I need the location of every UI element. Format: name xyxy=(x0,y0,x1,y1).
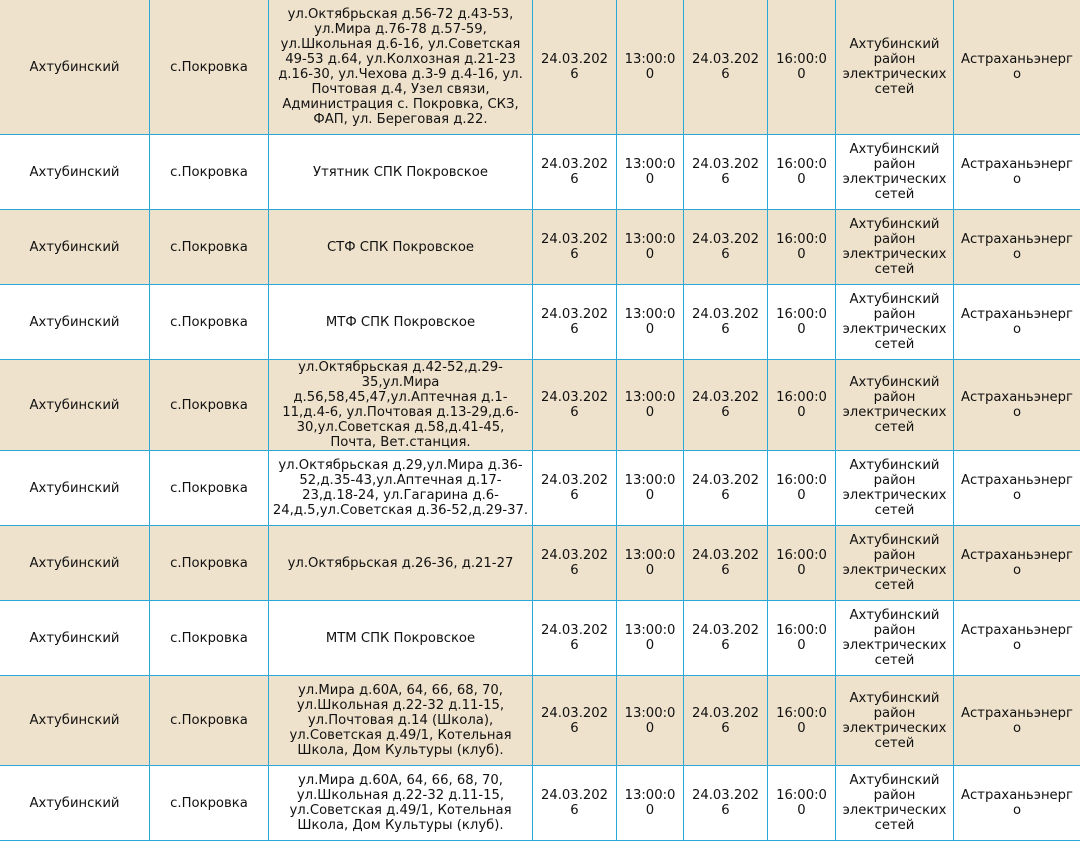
start-date-cell: 24.03.2026 xyxy=(533,601,617,676)
start-time-cell: 13:00:00 xyxy=(617,601,684,676)
end-date-cell: 24.03.2026 xyxy=(684,360,768,451)
end-date-cell: 24.03.2026 xyxy=(684,285,768,360)
district-cell: Ахтубинский xyxy=(0,451,150,526)
network-cell: Ахтубинский район электрических сетей xyxy=(836,526,954,601)
end-date-cell: 24.03.2026 xyxy=(684,601,768,676)
network-cell: Ахтубинский район электрических сетей xyxy=(836,601,954,676)
table-row xyxy=(0,135,1080,210)
end-time-cell: 16:00:00 xyxy=(768,360,836,451)
district-cell: Ахтубинский xyxy=(0,135,150,210)
start-time-cell: 13:00:00 xyxy=(617,285,684,360)
start-date-cell: 24.03.2026 xyxy=(533,451,617,526)
table-row xyxy=(0,451,1080,526)
settlement-cell: с.Покровка xyxy=(150,601,269,676)
settlement-cell: с.Покровка xyxy=(150,135,269,210)
start-time-cell: 13:00:00 xyxy=(617,766,684,841)
end-time-cell: 16:00:00 xyxy=(768,451,836,526)
settlement-cell: с.Покровка xyxy=(150,210,269,285)
district-cell: Ахтубинский xyxy=(0,601,150,676)
company-cell: Астраханьэнерго xyxy=(954,526,1080,601)
start-time-cell: 13:00:00 xyxy=(617,210,684,285)
start-date-cell: 24.03.2026 xyxy=(533,135,617,210)
start-time-cell: 13:00:00 xyxy=(617,360,684,451)
district-cell: Ахтубинский xyxy=(0,285,150,360)
district-cell: Ахтубинский xyxy=(0,766,150,841)
settlement-cell: с.Покровка xyxy=(150,676,269,766)
table-row xyxy=(0,0,1080,135)
end-time-cell: 16:00:00 xyxy=(768,285,836,360)
table-row xyxy=(0,360,1080,451)
address-cell: ул.Мира д.60А, 64, 66, 68, 70, ул.Школьная д.22-32 д.11-15, ул.Почтовая д.14 (Школа), ул.Советская д.49/1, Котельная Школа, Дом Культуры (клуб). xyxy=(269,676,533,766)
address-cell: ул.Октябрьская д.42-52,д.29-35,ул.Мира д.56,58,45,47,ул.Аптечная д.1-11,д.4-6, ул.Почтовая д.13-29,д.6-30,ул.Советская д.58,д.41-45, Почта, Вет.станция. xyxy=(269,360,533,451)
start-date-cell: 24.03.2026 xyxy=(533,360,617,451)
network-cell: Ахтубинский район электрических сетей xyxy=(836,360,954,451)
table-row xyxy=(0,210,1080,285)
table-row xyxy=(0,601,1080,676)
start-date-cell: 24.03.2026 xyxy=(533,526,617,601)
address-cell: ул.Мира д.60А, 64, 66, 68, 70, ул.Школьная д.22-32 д.11-15, ул.Советская д.49/1, Котельная Школа, Дом Культуры (клуб). xyxy=(269,766,533,841)
end-date-cell: 24.03.2026 xyxy=(684,451,768,526)
company-cell: Астраханьэнерго xyxy=(954,766,1080,841)
address-cell: ул.Октябрьская д.26-36, д.21-27 xyxy=(269,526,533,601)
district-cell: Ахтубинский xyxy=(0,526,150,601)
end-date-cell: 24.03.2026 xyxy=(684,210,768,285)
district-cell: Ахтубинский xyxy=(0,360,150,451)
start-time-cell: 13:00:00 xyxy=(617,135,684,210)
start-date-cell: 24.03.2026 xyxy=(533,0,617,135)
address-cell: МТМ СПК Покровское xyxy=(269,601,533,676)
start-date-cell: 24.03.2026 xyxy=(533,285,617,360)
district-cell: Ахтубинский xyxy=(0,0,150,135)
company-cell: Астраханьэнерго xyxy=(954,360,1080,451)
end-date-cell: 24.03.2026 xyxy=(684,676,768,766)
settlement-cell: с.Покровка xyxy=(150,526,269,601)
table-row xyxy=(0,766,1080,841)
settlement-cell: с.Покровка xyxy=(150,451,269,526)
network-cell: Ахтубинский район электрических сетей xyxy=(836,766,954,841)
settlement-cell: с.Покровка xyxy=(150,766,269,841)
end-date-cell: 24.03.2026 xyxy=(684,135,768,210)
end-time-cell: 16:00:00 xyxy=(768,135,836,210)
start-time-cell: 13:00:00 xyxy=(617,526,684,601)
district-cell: Ахтубинский xyxy=(0,210,150,285)
address-cell: ул.Октябрьская д.29,ул.Мира д.36-52,д.35-43,ул.Аптечная д.17-23,д.18-24, ул.Гагарина д.6-24,д.5,ул.Советская д.36-52,д.29-37. xyxy=(269,451,533,526)
start-date-cell: 24.03.2026 xyxy=(533,676,617,766)
end-time-cell: 16:00:00 xyxy=(768,766,836,841)
network-cell: Ахтубинский район электрических сетей xyxy=(836,451,954,526)
start-time-cell: 13:00:00 xyxy=(617,0,684,135)
company-cell: Астраханьэнерго xyxy=(954,135,1080,210)
end-time-cell: 16:00:00 xyxy=(768,601,836,676)
address-cell: Утятник СПК Покровское xyxy=(269,135,533,210)
start-time-cell: 13:00:00 xyxy=(617,676,684,766)
network-cell: Ахтубинский район электрических сетей xyxy=(836,285,954,360)
end-date-cell: 24.03.2026 xyxy=(684,526,768,601)
company-cell: Астраханьэнерго xyxy=(954,676,1080,766)
end-time-cell: 16:00:00 xyxy=(768,676,836,766)
network-cell: Ахтубинский район электрических сетей xyxy=(836,135,954,210)
start-date-cell: 24.03.2026 xyxy=(533,210,617,285)
end-date-cell: 24.03.2026 xyxy=(684,0,768,135)
address-cell: ул.Октябрьская д.56-72 д.43-53, ул.Мира д.76-78 д.57-59, ул.Школьная д.6-16, ул.Советская 49-53 д.64, ул.Колхозная д.21-23 д.16-30, ул.Чехова д.3-9 д.4-16, ул. Почтовая д.4, Узел связи, Администрация с. Покровка, СКЗ, ФАП, ул. Береговая д.22. xyxy=(269,0,533,135)
end-time-cell: 16:00:00 xyxy=(768,210,836,285)
company-cell: Астраханьэнерго xyxy=(954,285,1080,360)
company-cell: Астраханьэнерго xyxy=(954,210,1080,285)
end-date-cell: 24.03.2026 xyxy=(684,766,768,841)
table-row xyxy=(0,285,1080,360)
network-cell: Ахтубинский район электрических сетей xyxy=(836,676,954,766)
settlement-cell: с.Покровка xyxy=(150,360,269,451)
table-row xyxy=(0,676,1080,766)
settlement-cell: с.Покровка xyxy=(150,285,269,360)
start-date-cell: 24.03.2026 xyxy=(533,766,617,841)
network-cell: Ахтубинский район электрических сетей xyxy=(836,0,954,135)
network-cell: Ахтубинский район электрических сетей xyxy=(836,210,954,285)
end-time-cell: 16:00:00 xyxy=(768,0,836,135)
address-cell: МТФ СПК Покровское xyxy=(269,285,533,360)
district-cell: Ахтубинский xyxy=(0,676,150,766)
start-time-cell: 13:00:00 xyxy=(617,451,684,526)
company-cell: Астраханьэнерго xyxy=(954,601,1080,676)
table-row xyxy=(0,526,1080,601)
settlement-cell: с.Покровка xyxy=(150,0,269,135)
company-cell: Астраханьэнерго xyxy=(954,0,1080,135)
end-time-cell: 16:00:00 xyxy=(768,526,836,601)
company-cell: Астраханьэнерго xyxy=(954,451,1080,526)
address-cell: СТФ СПК Покровское xyxy=(269,210,533,285)
